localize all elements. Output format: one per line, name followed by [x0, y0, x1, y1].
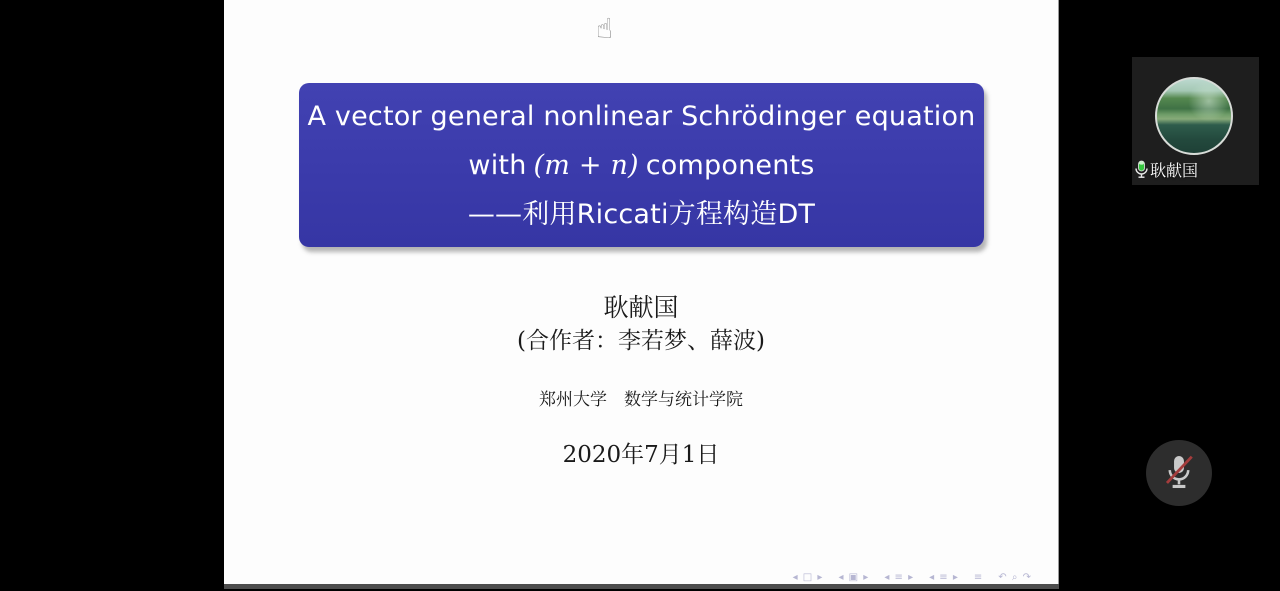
slide-title-box: [299, 83, 984, 247]
nav-back-search-forward-icons[interactable]: ↶ ⌕ ↷: [998, 572, 1032, 583]
slide-title-line2: [299, 141, 984, 190]
slide-affiliation: 郑州大学 数学与统计学院: [539, 390, 743, 410]
slide-title-line2-pre: with: [468, 149, 527, 181]
nav-section-icons[interactable]: ◂ ≡ ▸: [884, 572, 915, 583]
nav-presentation-icons[interactable]: ◂ ≡ ▸: [929, 572, 959, 583]
nav-frame-icons[interactable]: ◂ □ ▸: [792, 572, 824, 583]
participant-label: [1134, 158, 1198, 181]
mic-on-icon: [1134, 160, 1149, 179]
shared-screen: [224, 0, 1059, 585]
nav-subsection-icons[interactable]: ◂ ▣ ▸: [838, 572, 870, 583]
share-window-bottom-edge: [224, 584, 1059, 589]
slide-title-line1: A vector general nonlinear Schrödinger equation: [307, 100, 976, 132]
hand-cursor-icon: ☝: [596, 12, 614, 45]
slide-title-line3: ——利用Riccati方程构造DT: [467, 198, 816, 230]
participant-name: 耿献国: [1150, 161, 1199, 180]
slide-title-line2-post: components: [645, 149, 815, 181]
mic-muted-icon: [1162, 453, 1196, 493]
participant-video-tile[interactable]: [1132, 57, 1259, 185]
slide-date: 2020年7月1日: [562, 442, 720, 468]
slide-author: 耿献国: [603, 293, 679, 322]
beamer-navigation-bar: [793, 572, 1032, 583]
participant-avatar: [1155, 77, 1233, 155]
nav-appendix-icon[interactable]: ≡: [973, 572, 984, 583]
slide-title-line2-math: (m + n): [533, 149, 639, 181]
slide-collaborators: (合作者：李若梦、薛波): [517, 328, 765, 354]
microphone-muted-button[interactable]: [1146, 440, 1212, 506]
